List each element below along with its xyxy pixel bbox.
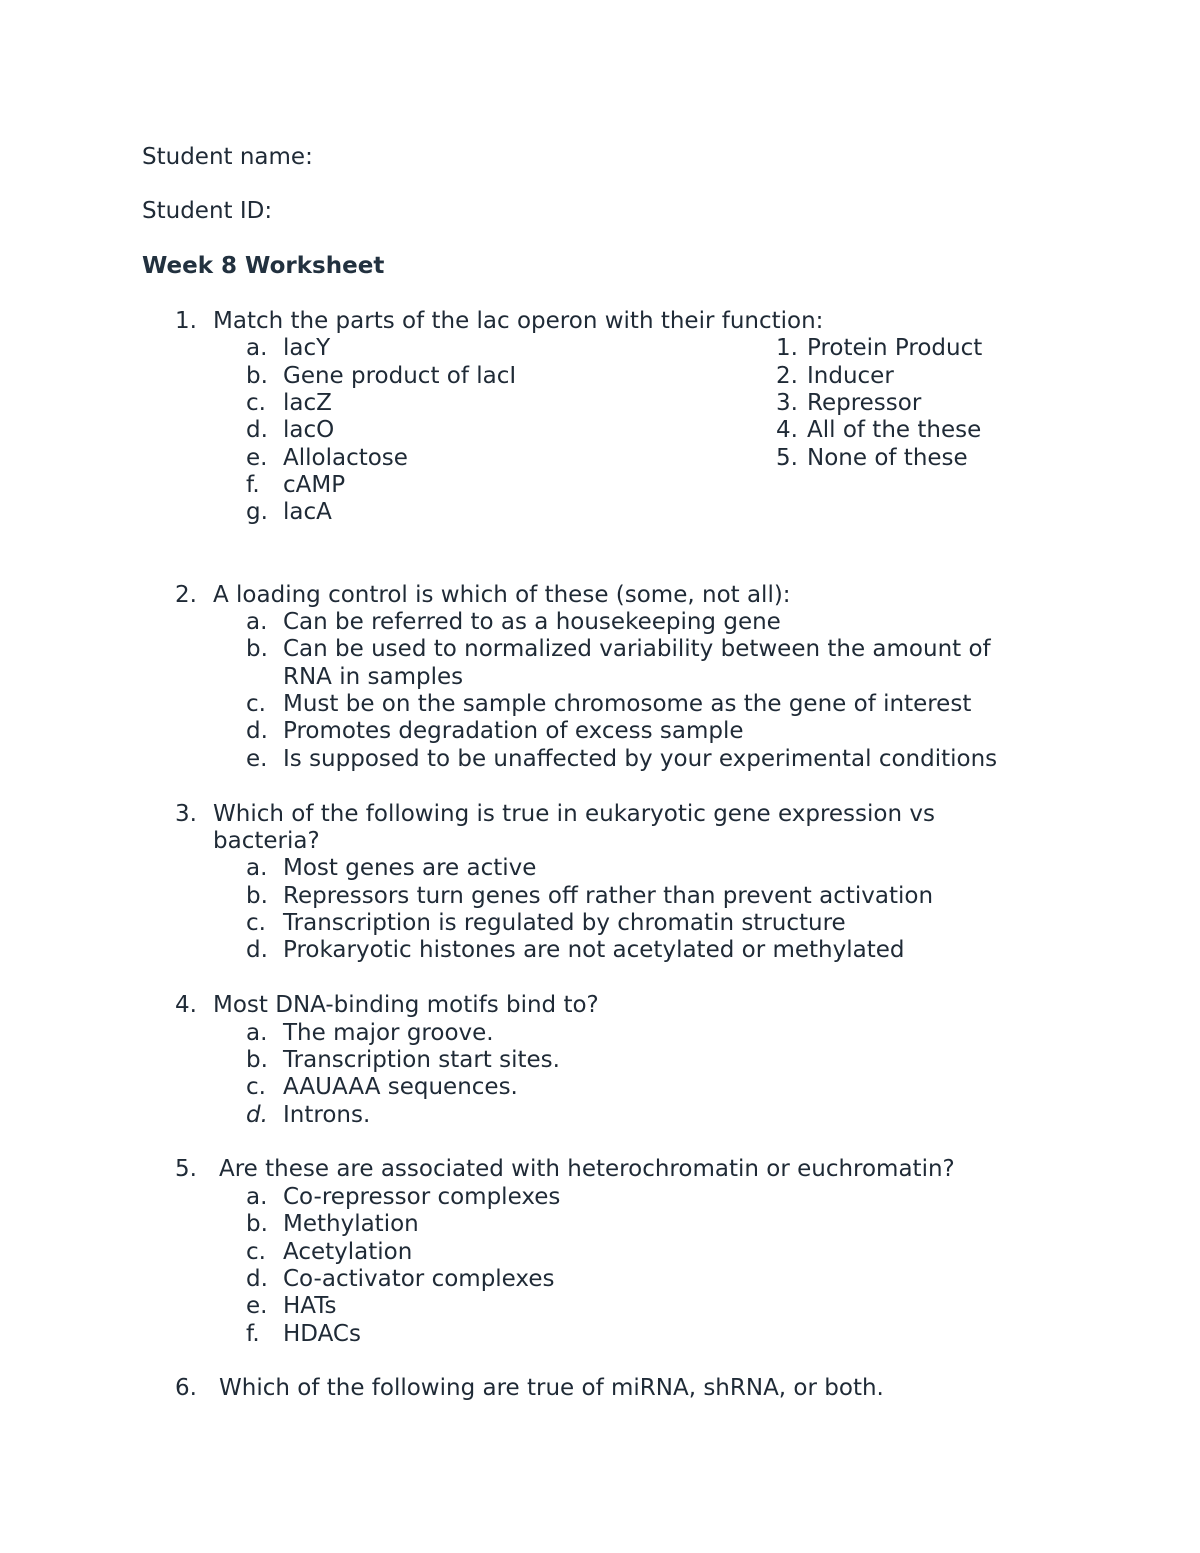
option-text: lacY: [283, 335, 331, 361]
option-letter: d.: [246, 937, 268, 963]
option-letter: e.: [246, 746, 268, 772]
function-number: 5.: [776, 445, 798, 471]
option-text: The major groove.: [283, 1020, 494, 1046]
option-letter: a.: [246, 335, 268, 361]
question-text-continued: bacteria?: [213, 828, 320, 854]
option-text: Introns.: [283, 1102, 371, 1128]
student-name-label: Student name:: [142, 144, 313, 170]
function-text: None of these: [807, 445, 968, 471]
option-letter: b.: [246, 883, 268, 909]
question-number: 6.: [175, 1375, 197, 1401]
question-text: Match the parts of the lac operon with their function:: [213, 308, 824, 334]
question-text: Are these are associated with heterochromatin or euchromatin?: [219, 1156, 955, 1182]
question-text: Most DNA-binding motifs bind to?: [213, 992, 599, 1018]
option-letter: d.: [246, 1266, 268, 1292]
option-text: Transcription start sites.: [283, 1047, 560, 1073]
option-text: lacO: [283, 417, 335, 443]
option-letter: b.: [246, 636, 268, 662]
option-letter: d.: [246, 718, 268, 744]
option-text: Most genes are active: [283, 855, 537, 881]
option-text: Gene product of lacI: [283, 363, 517, 389]
option-letter: d.: [246, 417, 268, 443]
option-letter: b.: [246, 1211, 268, 1237]
option-letter: f.: [246, 1321, 260, 1347]
option-text: Prokaryotic histones are not acetylated or methylated: [283, 937, 905, 963]
option-letter: c.: [246, 1074, 266, 1100]
option-letter: b.: [246, 1047, 268, 1073]
option-letter: e.: [246, 445, 268, 471]
function-text: Protein Product: [807, 335, 983, 361]
option-text: Is supposed to be unaffected by your experimental conditions: [283, 746, 998, 772]
function-number: 4.: [776, 417, 798, 443]
option-text: cAMP: [283, 472, 346, 498]
option-text: Repressors turn genes off rather than prevent activation: [283, 883, 934, 909]
question-number: 1.: [175, 308, 197, 334]
option-text: Must be on the sample chromosome as the gene of interest: [283, 691, 972, 717]
question-text: Which of the following is true in eukaryotic gene expression vs: [213, 801, 935, 827]
function-text: Repressor: [807, 390, 922, 416]
question-number: 5.: [175, 1156, 197, 1182]
question-text: A loading control is which of these (some, not all):: [213, 582, 791, 608]
option-letter: c.: [246, 910, 266, 936]
option-text: HATs: [283, 1293, 337, 1319]
option-letter: c.: [246, 390, 266, 416]
option-letter: d.: [246, 1102, 268, 1128]
option-text: Co-repressor complexes: [283, 1184, 561, 1210]
option-text: Promotes degradation of excess sample: [283, 718, 744, 744]
option-text: lacZ: [283, 390, 332, 416]
option-letter: g.: [246, 499, 268, 525]
option-text: Can be used to normalized variability between the amount of: [283, 636, 991, 662]
option-letter: a.: [246, 855, 268, 881]
option-letter: c.: [246, 1239, 266, 1265]
option-letter: b.: [246, 363, 268, 389]
option-text: Transcription is regulated by chromatin structure: [283, 910, 846, 936]
function-number: 1.: [776, 335, 798, 361]
option-letter: a.: [246, 609, 268, 635]
function-number: 2.: [776, 363, 798, 389]
question-number: 4.: [175, 992, 197, 1018]
function-text: All of the these: [807, 417, 982, 443]
option-letter: c.: [246, 691, 266, 717]
option-letter: a.: [246, 1020, 268, 1046]
option-text: Allolactose: [283, 445, 408, 471]
option-text: lacA: [283, 499, 332, 525]
option-text: Can be referred to as a housekeeping gene: [283, 609, 781, 635]
option-text: Co-activator complexes: [283, 1266, 555, 1292]
option-text: Acetylation: [283, 1239, 413, 1265]
option-text: Methylation: [283, 1211, 419, 1237]
question-number: 2.: [175, 582, 197, 608]
question-text: Which of the following are true of miRNA, shRNA, or both.: [219, 1375, 884, 1401]
option-text: AAUAAA sequences.: [283, 1074, 518, 1100]
option-text: HDACs: [283, 1321, 361, 1347]
option-letter: a.: [246, 1184, 268, 1210]
option-letter: e.: [246, 1293, 268, 1319]
option-letter: f.: [246, 472, 260, 498]
function-text: Inducer: [807, 363, 894, 389]
function-number: 3.: [776, 390, 798, 416]
question-number: 3.: [175, 801, 197, 827]
worksheet-title: Week 8 Worksheet: [142, 253, 385, 279]
student-id-label: Student ID:: [142, 198, 273, 224]
option-text-continued: RNA in samples: [283, 664, 464, 690]
